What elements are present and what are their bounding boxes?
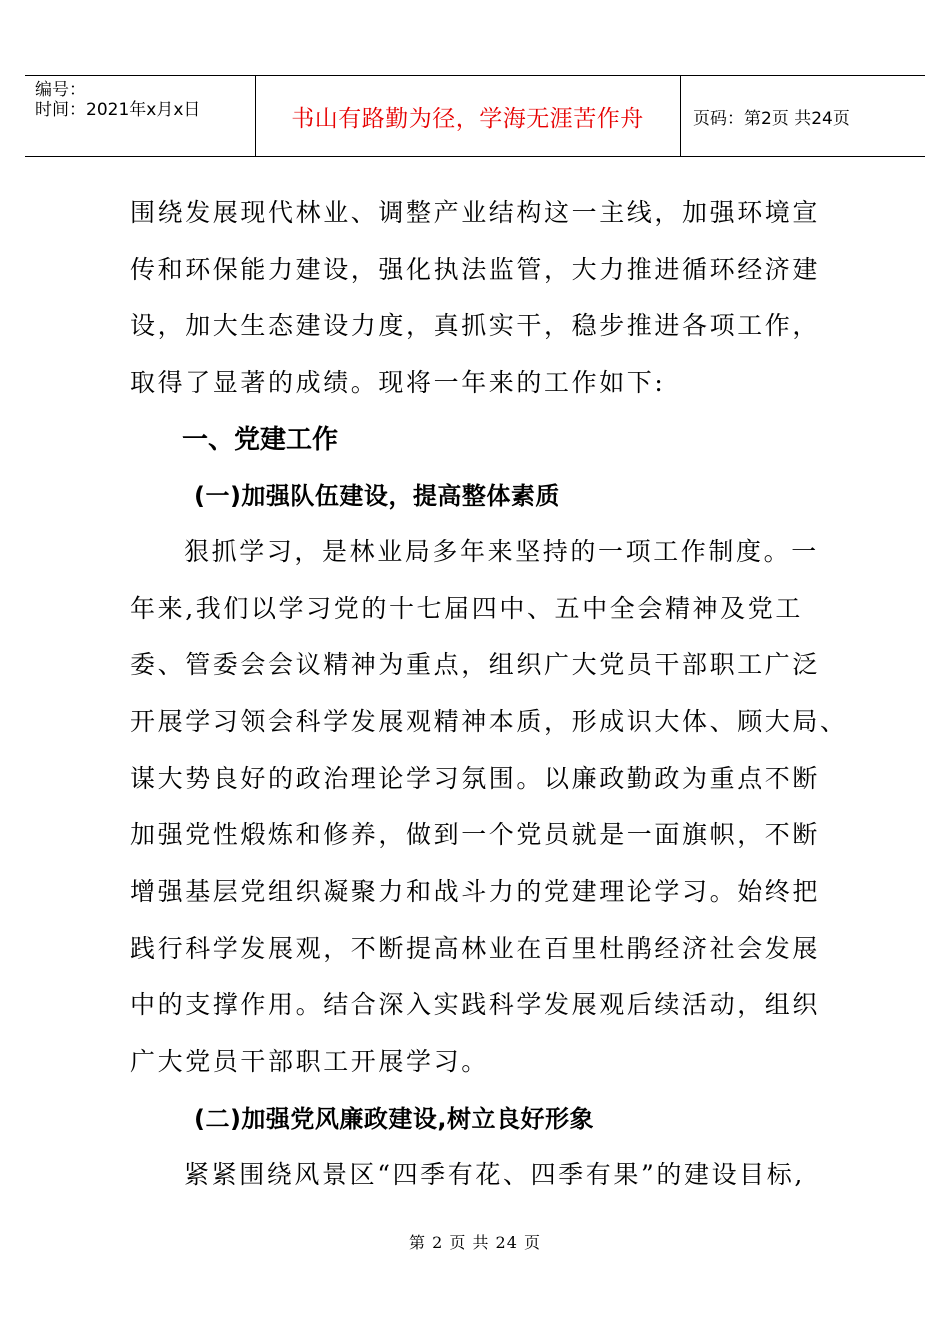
text-line: 开展学习领会科学发展观精神本质，形成识大体、顾大局、 [130,706,848,736]
text-line: 传和环保能力建设，强化执法监管，大力推进循环经济建 [130,254,821,284]
text-line: 中的支撑作用。结合深入实践科学发展观后续活动，组织 [130,990,821,1020]
document-body [130,185,848,1204]
header-divider [680,76,681,156]
paragraph-study [130,524,848,1091]
text-line: 紧紧围绕风景区“四季有花、四季有果”的建设目标, [184,1159,805,1189]
text-line: 年来,我们以学习党的十七届四中、五中全会精神及党工 [130,593,803,623]
text-line: 围绕发展现代林业、调整产业结构这一主线，加强环境宣 [130,198,821,227]
header-meta [35,80,255,120]
text-line: 加强党性煅炼和修养，做到一个党员就是一面旗帜，不断 [130,820,821,850]
paragraph-intro [130,185,830,412]
header-page-code: 页码：第2页 共24页 [693,108,850,129]
text-line: 增强基层党组织凝聚力和战斗力的党建理论学习。始终把 [130,877,821,907]
paragraph-integrity [130,1147,830,1204]
document-header [25,75,925,157]
subsection-heading: (二)加强党风廉政建设,树立良好形象 [194,1104,595,1133]
text-line: 践行科学发展观，不断提高林业在百里杜鹃经济社会发展 [130,933,821,963]
section-heading: 一、党建工作 [182,424,339,455]
header-motto: 书山有路勤为径，学海无涯苦作舟 [291,105,644,132]
document-number-label: 编号： [35,80,86,100]
document-time-label: 时间：2021年x月x日 [35,100,201,120]
text-line: 广大党员干部职工开展学习。 [130,1047,489,1077]
text-line: 狠抓学习，是林业局多年来坚持的一项工作制度。一 [184,536,819,566]
text-line: 委、管委会会议精神为重点，组织广大党员干部职工广泛 [130,650,821,680]
text-line: 设，加大生态建设力度，真抓实干，稳步推进各项工作， [130,311,821,341]
page-footer: 第 2 页 共 24 页 [409,1233,541,1252]
subsection-heading: (一)加强队伍建设，提高整体素质 [194,481,560,510]
text-line: 取得了显著的成绩。现将一年来的工作如下: [130,368,666,398]
text-line: 谋大势良好的政治理论学习氛围。以廉政勤政为重点不断 [130,763,821,793]
